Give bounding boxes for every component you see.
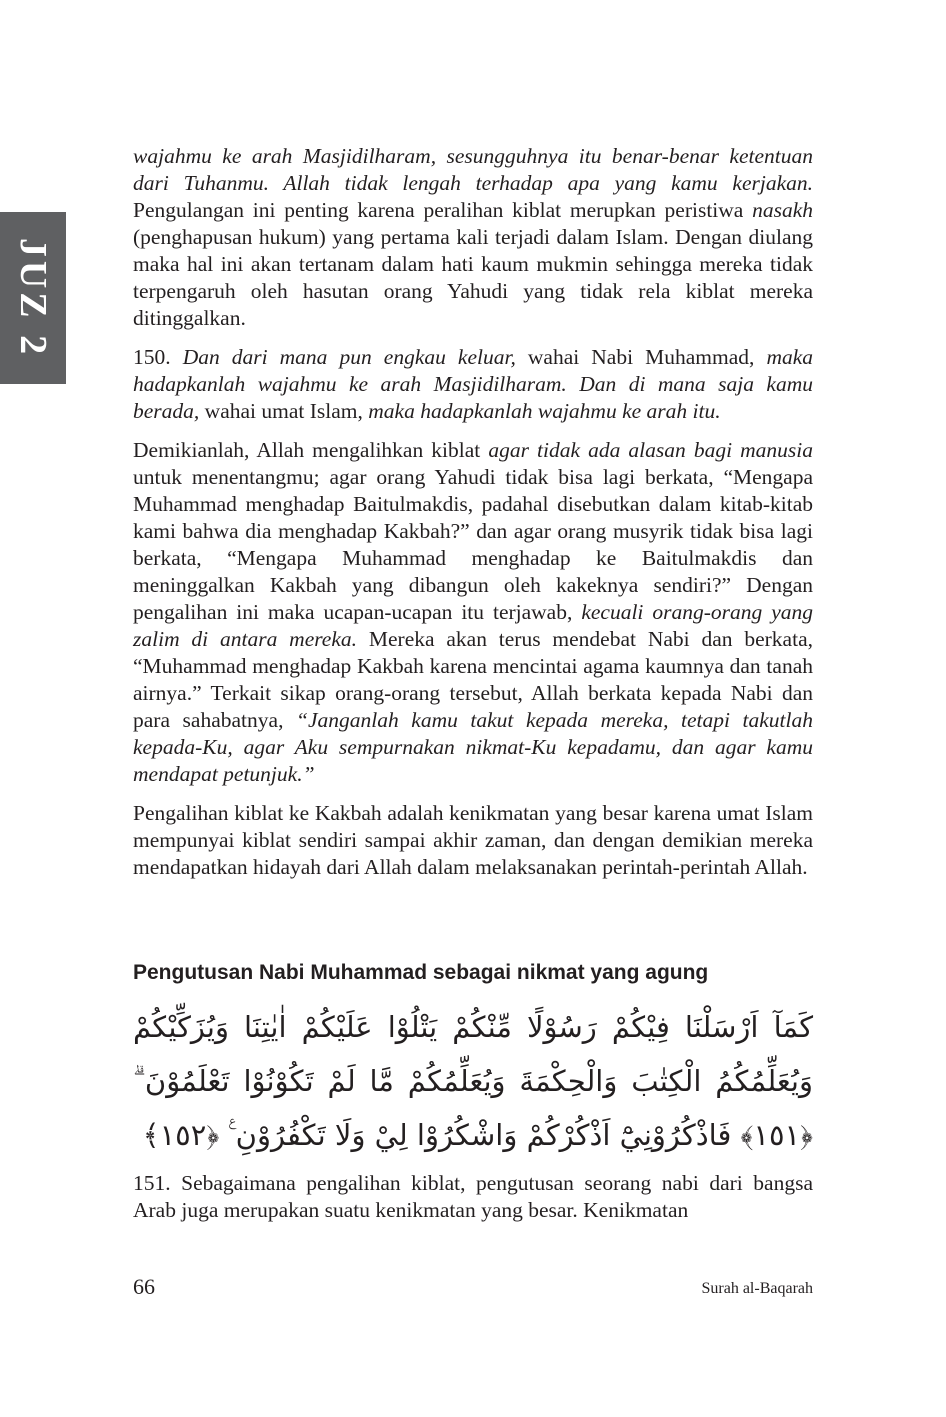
paragraph-4 <box>133 800 813 881</box>
arabic-verse: كَمَآ اَرْسَلْنَا فِيْكُمْ رَسُوْلًا مِّنْكُمْ يَتْلُوْا عَلَيْكُمْ اٰيٰتِنَا وَيُزَكِّيْكُمْ وَيُعَلِّمُكُمُ الْكِتٰبَ وَالْحِكْمَةَ وَيُعَلِّمُكُمْ مَّا لَمْ تَكُوْنُوْا تَعْلَمُوْنَ ۗ ﴿١٥١﴾ فَاذْكُرُوْنِيْٓ اَذْكُرْكُمْ وَاشْكُرُوْا لِيْ وَلَا تَكْفُرُوْنِ ࣖ ﴿١٥٢﴾ <box>133 1010 813 1152</box>
italic-run: nasakh <box>752 198 813 222</box>
text-run: wahai umat Islam, <box>199 399 369 423</box>
paragraph-3 <box>133 437 813 788</box>
italic-run: “Janganlah kamu takut kepada mereka, tetapi takutlah kepada-Ku, agar Aku sempurnakan nikmat-Ku kepadamu, dan agar kamu mendapat petunjuk.” <box>133 708 813 786</box>
juz-side-tab <box>0 212 66 384</box>
body-text <box>133 143 813 893</box>
text-run: Demikianlah, Allah mengalihkan kiblat <box>133 438 489 462</box>
italic-run: maka hadapkanlah wajahmu ke arah itu. <box>368 399 721 423</box>
italic-run: agar tidak ada alasan bagi manusia <box>488 438 813 462</box>
text-run: wahai Nabi Muhammad, <box>515 345 767 369</box>
juz-label: JUZ 2 <box>12 237 55 359</box>
italic-run: kecuali orang-orang yang zalim di antara mereka. <box>133 600 813 651</box>
paragraph-verse-151: 151. Sebagaimana pengalihan kiblat, pengutusan seorang nabi dari bangsa Arab juga merupakan suatu kenikmatan yang besar. Kenikmatan <box>133 1171 813 1222</box>
italic-run: Dan dari mana pun engkau keluar, <box>182 345 516 369</box>
text-run: (penghapusan hukum) yang pertama kali terjadi dalam Islam. Dengan diulang maka hal ini akan tertanam dalam hati kaum mukmin sehingga mereka tidak terpengaruh oleh hasutan orang Yahudi yang tidak rela kiblat mereka ditinggalkan. <box>133 225 813 330</box>
italic-run: wajahmu ke arah Masjidilharam, sesungguhnya itu benar-benar ketentuan dari Tuhanmu. Allah tidak lengah terhadap apa yang kamu kerjakan. <box>133 144 813 195</box>
running-title: Surah al-Baqarah <box>701 1280 813 1297</box>
text-run: Mereka akan terus mendebat Nabi dan berkata, “Muhammad menghadap Kakbah karena mencintai agama kaumnya dan tanah airnya.” Terkait sikap orang-orang tersebut, Allah berkata kepada Nabi dan para sahabatnya, <box>133 627 813 732</box>
text-run: Pengalihan kiblat ke Kakbah adalah kenikmatan yang besar karena umat Islam mempunyai kiblat sendiri sampai akhir zaman, dan dengan demikian mereka mendapatkan hidayah dari Allah dalam melaksanakan perintah-perintah Allah. <box>133 801 813 879</box>
page-number: 66 <box>133 1274 155 1299</box>
italic-run: maka hadapkanlah wajahmu ke arah Masjidilharam. Dan di mana saja kamu berada, <box>133 345 814 423</box>
text-run: Pengulangan ini penting karena peralihan kiblat merupkan peristiwa <box>133 198 753 222</box>
text-run: untuk menentangmu; agar orang Yahudi tidak bisa lagi berkata, “Mengapa Muhammad menghadap Baitulmakdis, padahal disebutkan dalam kitab-kitab kami bahwa dia menghadap Kakbah?” dan agar orang musyrik tidak bisa lagi berkata, “Mengapa Muhammad menghadap ke Baitulmakdis dan meninggalkan Kakbah yang dibangun oleh kakeknya sendiri?” Dengan pengalihan ini maka ucapan-ucapan itu terjawab, <box>133 465 813 624</box>
paragraph-verse-150 <box>133 344 813 425</box>
text-run: 150. <box>133 345 183 369</box>
section-heading: Pengutusan Nabi Muhammad sebagai nikmat yang agung <box>133 961 709 984</box>
paragraph-1 <box>133 143 813 332</box>
